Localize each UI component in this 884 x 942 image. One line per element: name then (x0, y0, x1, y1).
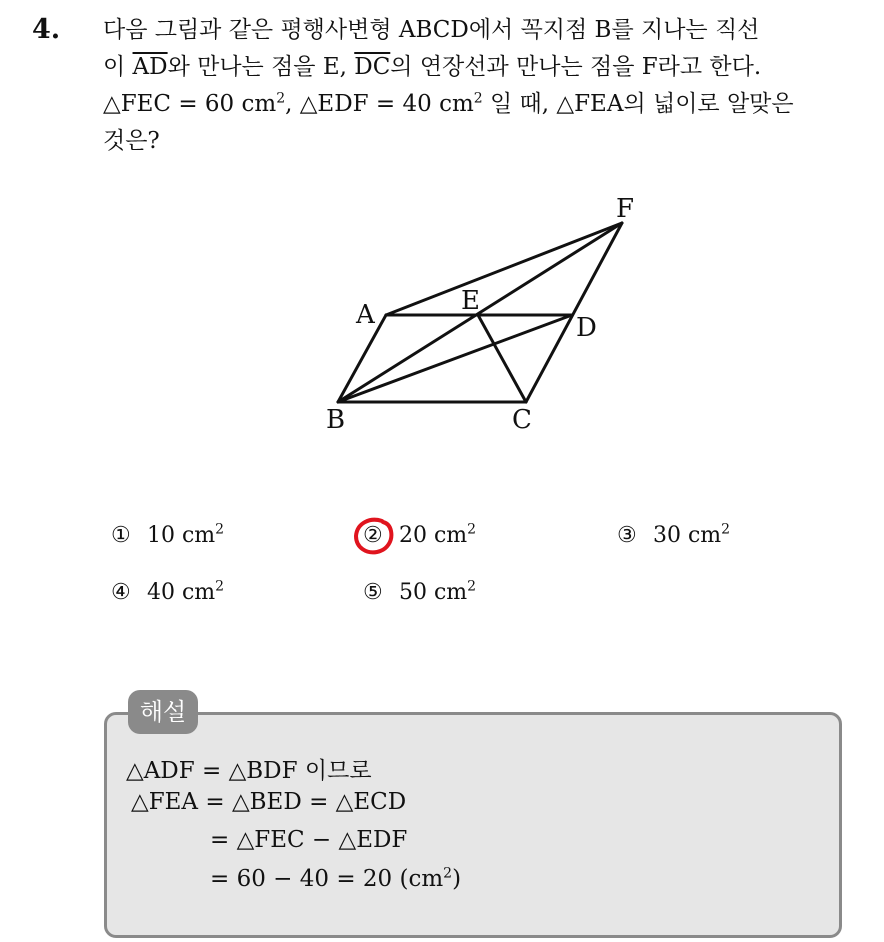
question-line-2-mid: 와 만나는 점을 E, (167, 54, 355, 80)
question-line-4 (103, 123, 863, 160)
choice-3[interactable] (617, 523, 730, 548)
exponent: 2 (467, 521, 477, 538)
choice-5[interactable] (363, 580, 476, 605)
choice-2-value: 20 cm (399, 523, 468, 548)
edge-af (386, 223, 622, 315)
choice-3-value: 30 cm (653, 523, 722, 548)
label-e: E (461, 286, 480, 316)
label-f: F (616, 194, 635, 224)
question-line-2 (103, 49, 863, 86)
question-line-3-start: △FEC = 60 cm (103, 91, 277, 117)
question-line-4-text: 것은? (103, 128, 160, 154)
choice-4-value: 40 cm (147, 580, 216, 605)
solution-line-3: = △FEC − △EDF (210, 827, 408, 853)
answer-circle-mark (352, 515, 396, 557)
choice-5-value: 50 cm (399, 580, 468, 605)
question-line-3-end: 일 때, △FEA의 넓이로 알맞은 (482, 91, 794, 117)
solution-line-2: △FEA = △BED = △ECD (131, 789, 407, 815)
line-ec (478, 315, 526, 402)
solution-line-1: △ADF = △BDF 이므로 (126, 758, 372, 784)
label-d: D (576, 313, 597, 343)
choice-1-number: ① (111, 523, 131, 548)
exponent: 2 (276, 90, 286, 107)
exponent: 2 (721, 521, 731, 538)
solution-tab: 해설 (128, 690, 198, 734)
exponent: 2 (443, 865, 453, 882)
question-line-2-end: 의 연장선과 만나는 점을 F라고 한다. (390, 54, 762, 80)
exponent: 2 (215, 578, 225, 595)
question-text (103, 12, 863, 160)
question-line-1 (103, 12, 863, 49)
exponent: 2 (467, 578, 477, 595)
exponent: 2 (215, 521, 225, 538)
solution-box (104, 712, 842, 938)
choice-1-value: 10 cm (147, 523, 216, 548)
choice-4-number: ④ (111, 580, 131, 605)
choice-2-number: ② (363, 523, 383, 548)
edge-cf (526, 223, 622, 402)
label-a: A (356, 300, 375, 330)
segment-ad: $\overline{AD}$ (132, 54, 168, 80)
choice-4[interactable] (111, 580, 224, 605)
question-number: 4. (32, 14, 61, 45)
segment-dc: $\overline{DC}$ (354, 54, 391, 80)
label-b: B (326, 405, 346, 435)
choice-1[interactable] (111, 523, 224, 548)
question-line-1-text: 다음 그림과 같은 평행사변형 ABCD에서 꼭지점 B를 지나는 직선 (103, 17, 760, 43)
solution-line-4 (210, 866, 461, 892)
label-c: C (512, 405, 532, 435)
choice-5-number: ⑤ (363, 580, 383, 605)
question-line-3-mid: , △EDF = 40 cm (285, 91, 474, 117)
solution-line-4-close: ) (452, 866, 462, 892)
choice-3-number: ③ (617, 523, 637, 548)
question-line-2-start: 이 (103, 54, 133, 80)
exponent: 2 (473, 90, 483, 107)
solution-line-4-text: = 60 − 40 = 20 (cm (210, 866, 444, 892)
question-line-3 (103, 86, 863, 123)
parallelogram-figure (300, 190, 660, 440)
